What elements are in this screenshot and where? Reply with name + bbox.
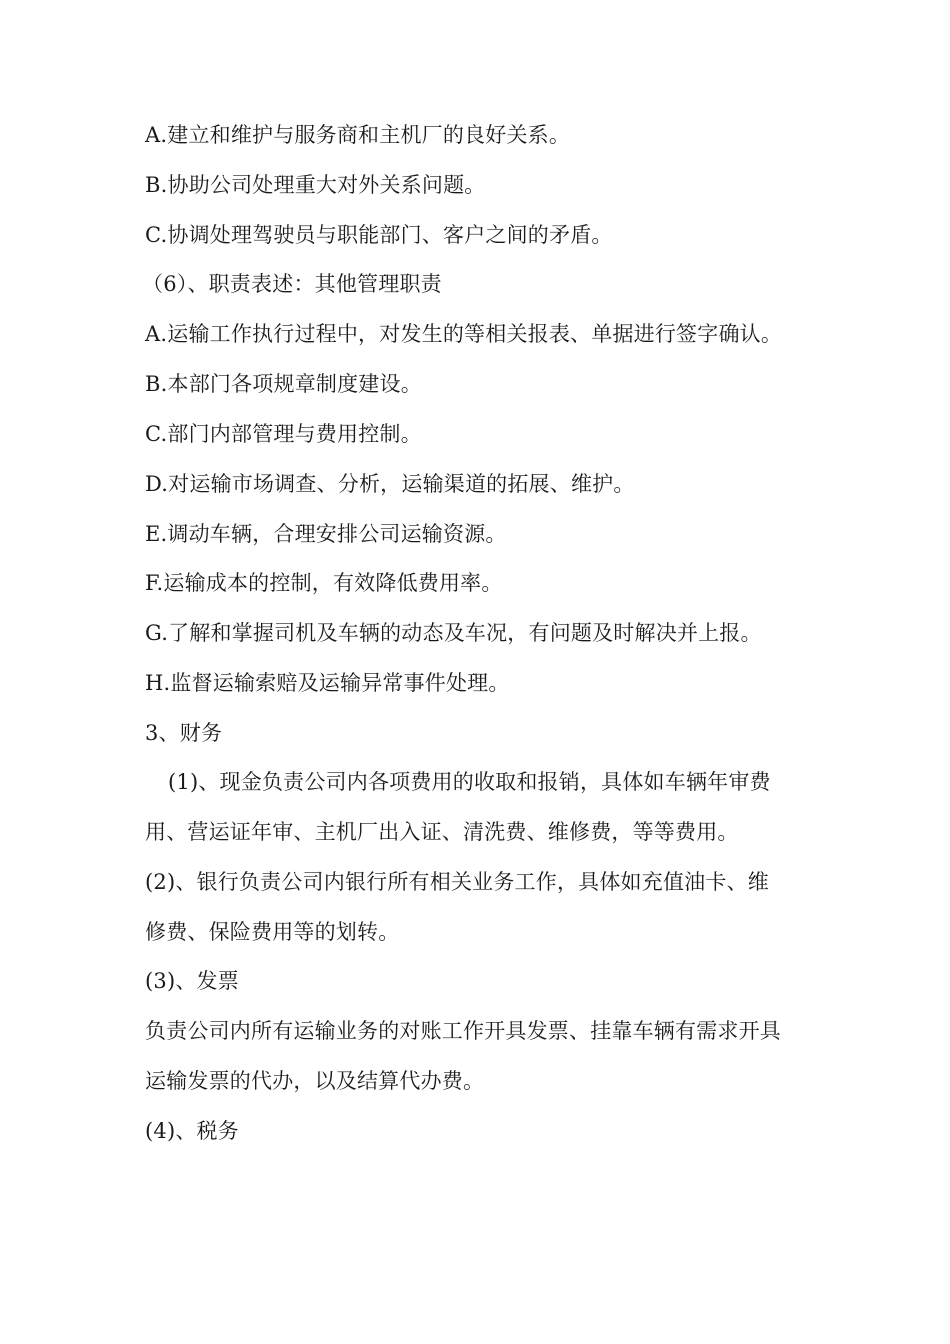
subsection-heading: (4)、税务	[145, 1119, 239, 1143]
text-line: 运输发票的代办，以及结算代办费。	[145, 1069, 485, 1093]
text-line: H.监督运输索赔及运输异常事件处理。	[145, 671, 510, 695]
text-line: D.对运输市场调查、分析，运输渠道的拓展、维护。	[145, 472, 635, 496]
text-line: C.部门内部管理与费用控制。	[145, 422, 422, 446]
text-line: G.了解和掌握司机及车辆的动态及车况，有问题及时解决并上报。	[145, 621, 762, 645]
text-line: C.协调处理驾驶员与职能部门、客户之间的矛盾。	[145, 223, 613, 247]
text-line: F.运输成本的控制，有效降低费用率。	[145, 571, 503, 595]
text-line: B.本部门各项规章制度建设。	[145, 372, 422, 396]
text-line: B.协助公司处理重大对外关系问题。	[145, 173, 486, 197]
text-line: 负责公司内所有运输业务的对账工作开具发票、挂靠车辆有需求开具	[145, 1019, 781, 1043]
text-line: E.调动车辆，合理安排公司运输资源。	[145, 522, 507, 546]
section-heading: 3、财务	[145, 721, 223, 745]
text-line: (1)、现金负责公司内各项费用的收取和报销，具体如车辆年审费	[168, 770, 771, 794]
text-line: (2)、银行负责公司内银行所有相关业务工作，具体如充值油卡、维	[145, 870, 769, 894]
text-line: 修费、保险费用等的划转。	[145, 920, 400, 944]
section-heading: （6）、职责表述：其他管理职责	[142, 272, 442, 296]
text-line: A.运输工作执行过程中，对发生的等相关报表、单据进行签字确认。	[145, 322, 783, 346]
text-line: 用、营运证年审、主机厂出入证、清洗费、维修费，等等费用。	[145, 820, 739, 844]
subsection-heading: (3)、发票	[145, 969, 239, 993]
text-line: A.建立和维护与服务商和主机厂的良好关系。	[145, 123, 571, 147]
